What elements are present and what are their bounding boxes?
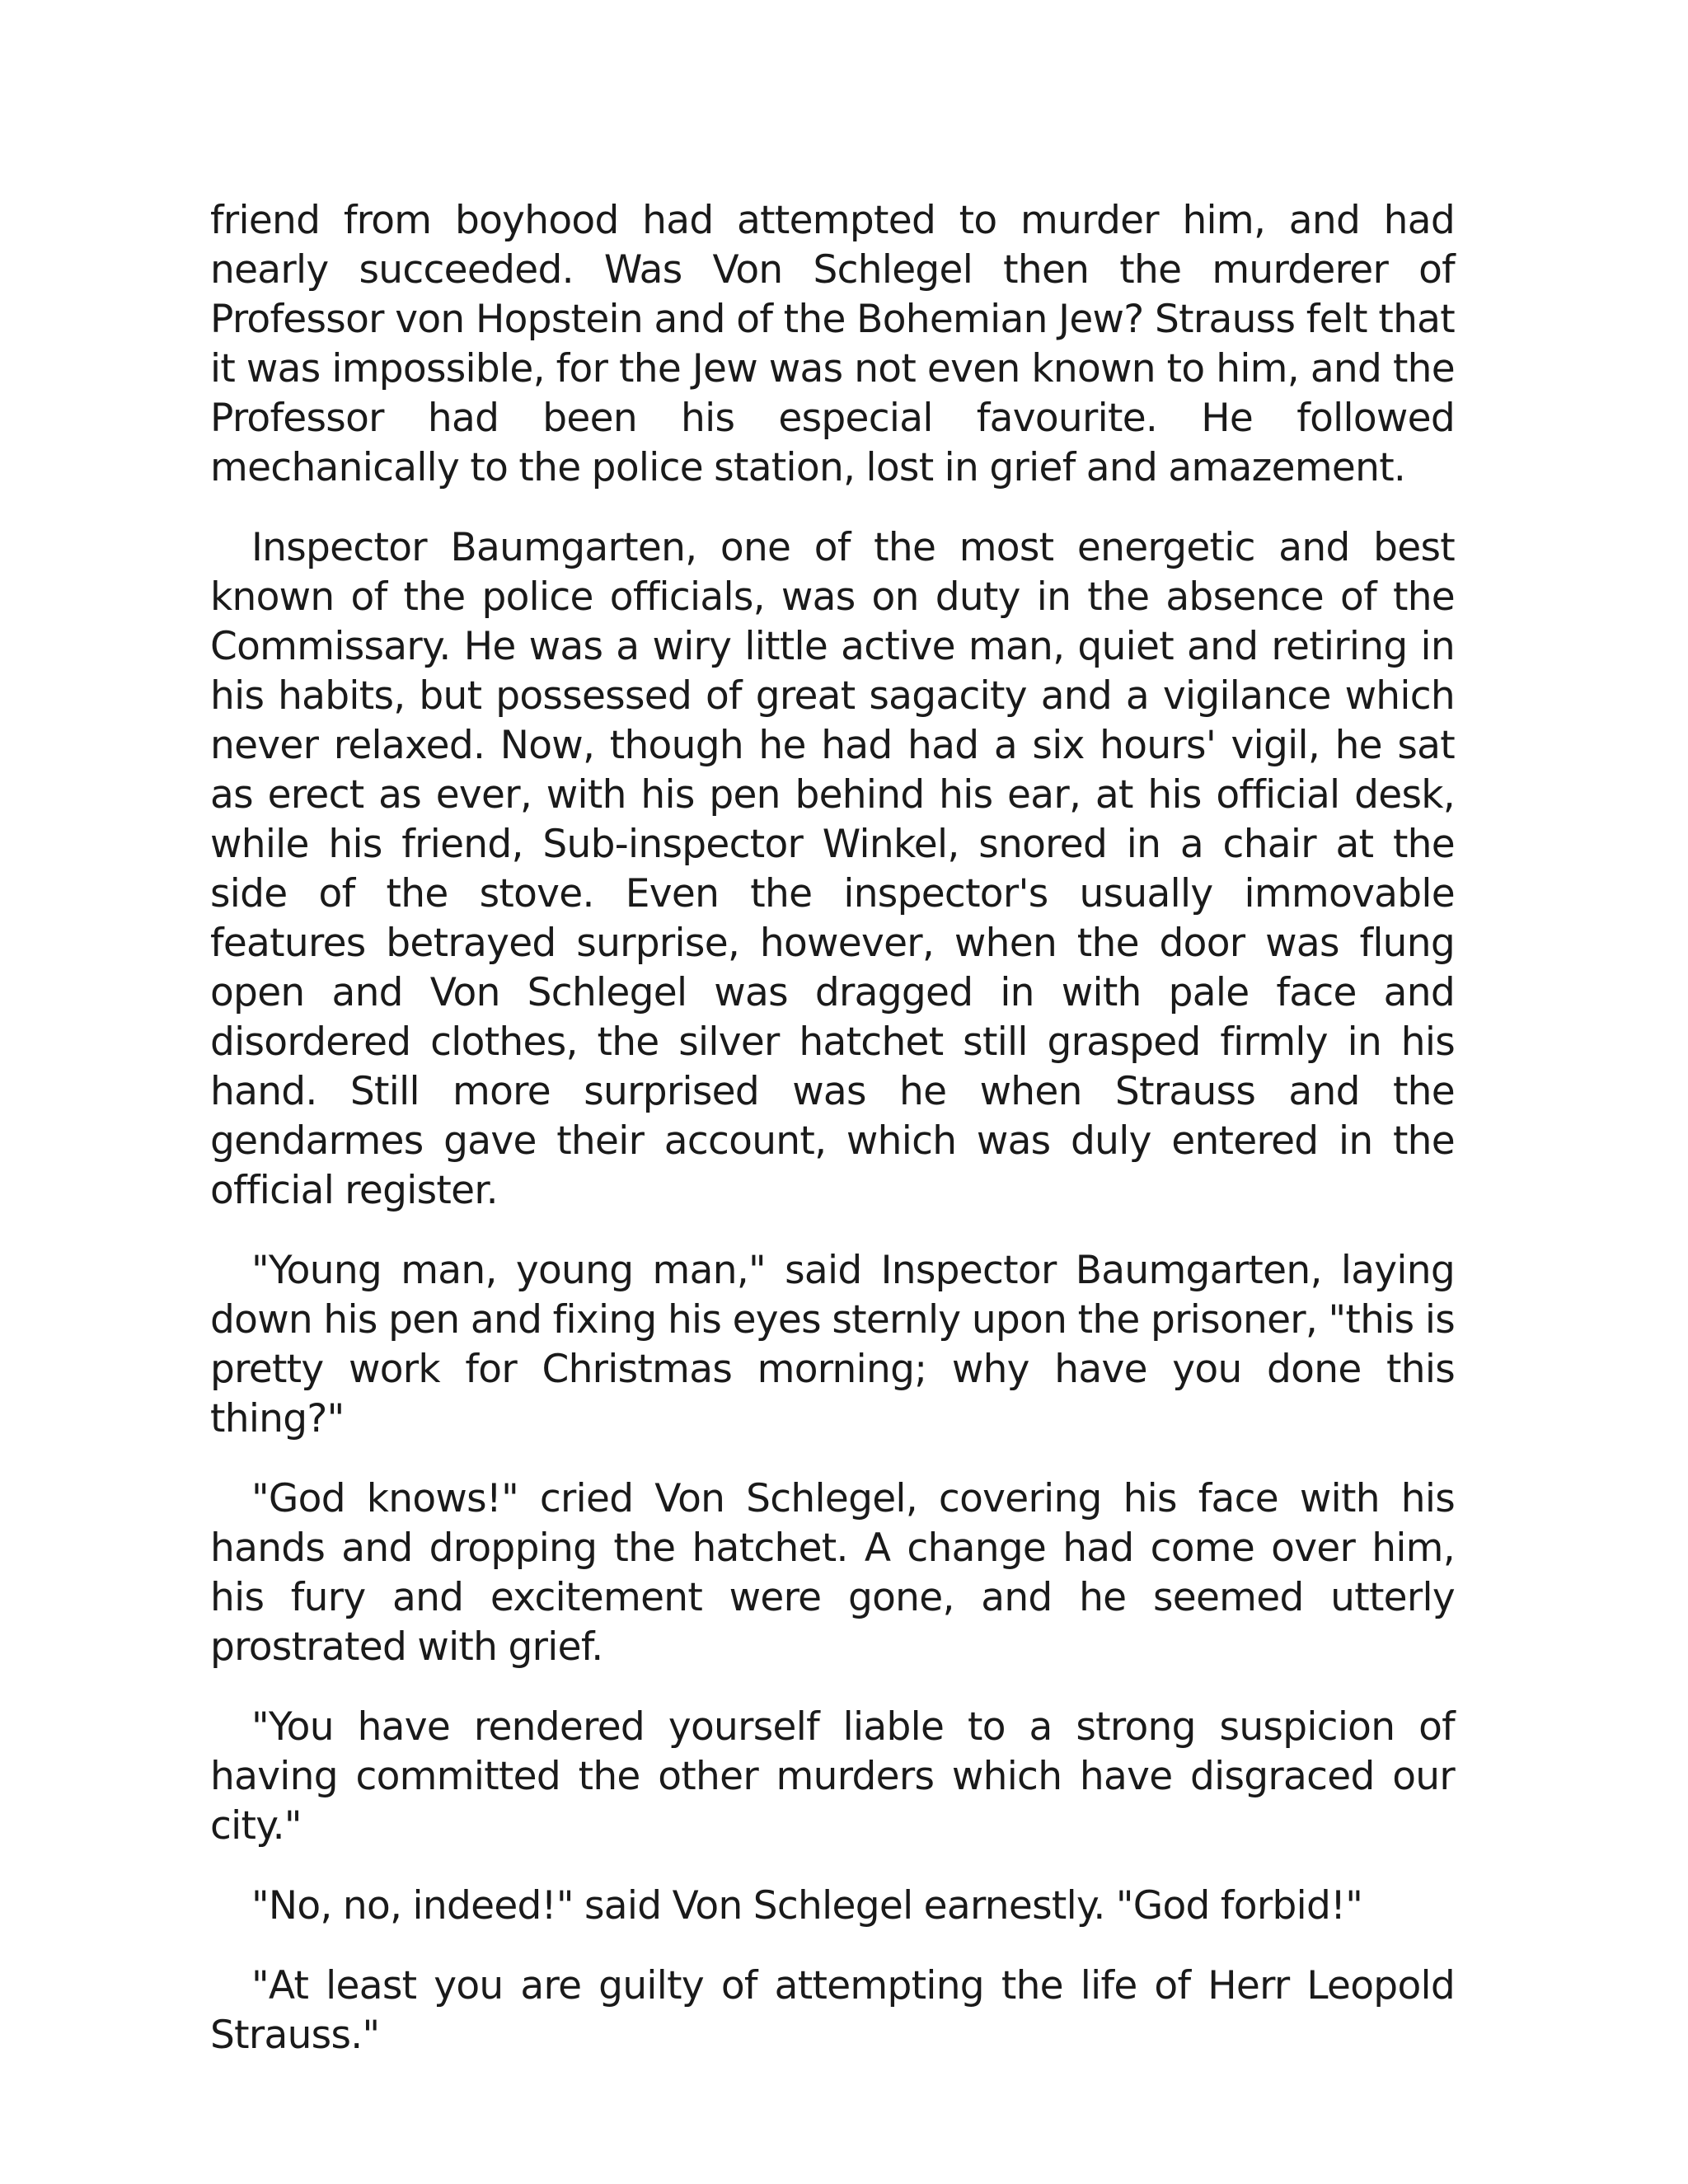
paragraph-5: "You have rendered yourself liable to a strong suspicion of having committed the other murders which have disgraced our city." [210,1704,1455,1849]
paragraph-4: "God knows!" cried Von Schlegel, covering his face with his hands and dropping the hatchet. A change had come over him, his fury and excitement were gone, and he seemed utterly prostrated with grief. [210,1476,1455,1670]
paragraph-3: "Young man, young man," said Inspector Baumgarten, laying down his pen and fixing his eyes sternly upon the prisoner, "this is pretty work for Christmas morning; why have you done this thing?" [210,1248,1455,1441]
paragraph-6: "No, no, indeed!" said Von Schlegel earnestly. "God forbid!" [251,1883,1363,1929]
paragraph-7: "At least you are guilty of attempting the life of Herr Leopold Strauss." [210,1963,1455,2058]
paragraph-2: Inspector Baumgarten, one of the most energetic and best known of the police officials, was on duty in the absence of the Commissary. He was a wiry little active man, quiet and retiring in his habits, but possessed of great sagacity and a vigilance which never relaxed. Now, though he had had a six hours' vigil, he sat as erect as ever, with his pen behind his ear, at his official desk, while his friend, Sub-inspector Winkel, snored in a chair at the side of the stove. Even the inspector's usually immovable features betrayed surprise, however, when the door was flung open and Von Schlegel was dragged in with pale face and disordered clothes, the silver hatchet still grasped firmly in his hand. Still more surprised was he when Strauss and the gendarmes gave their account, which was duly entered in the official register. [210,525,1455,1213]
page-body [210,196,1455,2091]
paragraph-1: friend from boyhood had attempted to murder him, and had nearly succeeded. Was Von Schlegel then the murderer of Professor von Hopstein and of the Bohemian Jew? Strauss felt that it was impossible, for the Jew was not even known to him, and the Professor had been his especial favourite. He followed mechanically to the police station, lost in grief and amazement. [210,198,1455,490]
